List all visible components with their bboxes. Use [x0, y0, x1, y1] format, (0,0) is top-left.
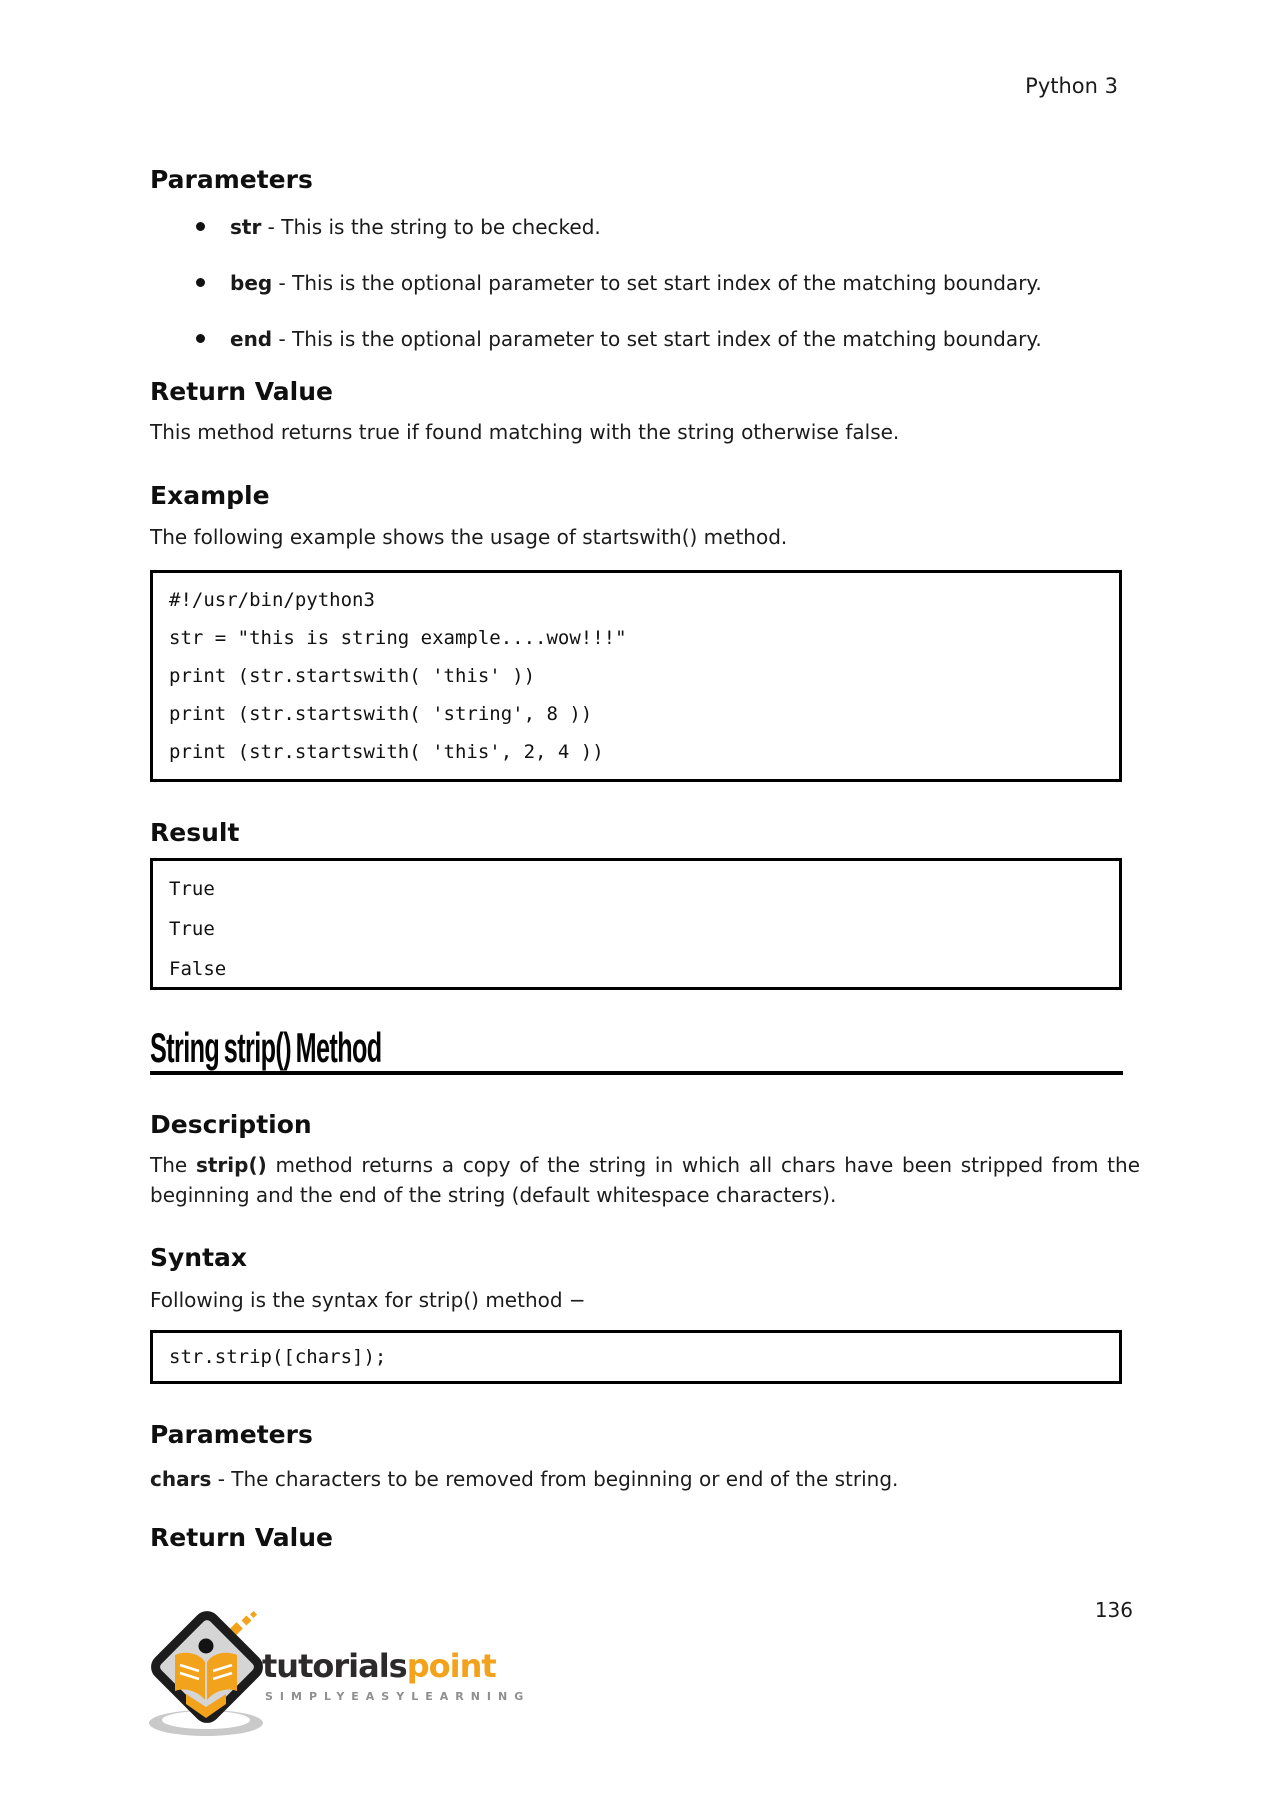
logo-text-tutorials: tutorials: [262, 1647, 407, 1685]
bullet-item-beg: [150, 268, 1160, 298]
description-text: The strip() method returns a copy of the string in which all chars have been stripped from the beginning and the end of the string (default whitespace characters).: [150, 1153, 1141, 1207]
result-output-box: [150, 858, 1122, 990]
chars-parameter-text: chars - The characters to be removed from beginning or end of the string.: [150, 1467, 899, 1491]
code-line: False: [169, 958, 227, 980]
bullet-text: str - This is the string to be checked.: [230, 215, 601, 239]
code-line: print (str.startswith( 'this' )): [169, 665, 536, 687]
parameters-heading: Parameters: [150, 165, 313, 194]
logo-diamond-icon: [142, 1610, 267, 1770]
syntax-heading: Syntax: [150, 1243, 248, 1272]
code-line: #!/usr/bin/python3: [169, 589, 375, 611]
code-line: str = "this is string example....wow!!!": [169, 627, 627, 649]
description-heading: Description: [150, 1110, 312, 1139]
strip-method-title: String strip() Method: [150, 1024, 382, 1071]
bullet-dot-icon: [196, 334, 205, 343]
return-value-heading-strip: Return Value: [150, 1523, 333, 1552]
page-header-title: Python 3: [1025, 74, 1118, 98]
return-value-heading: Return Value: [150, 377, 333, 406]
code-line: str.strip([chars]);: [169, 1346, 387, 1368]
parameters-heading-strip: Parameters: [150, 1420, 313, 1449]
code-line: True: [169, 878, 215, 900]
bullet-text: beg - This is the optional parameter to set start index of the matching boundary.: [230, 271, 1042, 295]
bullet-text: end - This is the optional parameter to set start index of the matching boundary.: [230, 327, 1042, 351]
code-line: True: [169, 918, 215, 940]
tutorialspoint-logo: [142, 1610, 267, 1770]
syntax-intro-text: Following is the syntax for strip() method −: [150, 1288, 586, 1312]
logo-text-point: point: [406, 1647, 496, 1685]
logo-wordmark: [262, 1648, 496, 1684]
example-intro-text: The following example shows the usage of startswith() method.: [150, 525, 788, 549]
code-line: print (str.startswith( 'string', 8 )): [169, 703, 593, 725]
code-line: print (str.startswith( 'this', 2, 4 )): [169, 741, 604, 763]
bullet-item-str: [150, 212, 1160, 242]
example-code-box: [150, 570, 1122, 782]
example-heading: Example: [150, 481, 270, 510]
page-number: 136: [1094, 1598, 1133, 1622]
result-heading: Result: [150, 818, 240, 847]
bullet-dot-icon: [196, 222, 205, 231]
syntax-code-box: [150, 1330, 1122, 1384]
return-value-text: This method returns true if found matching with the string otherwise false.: [150, 420, 900, 444]
logo-tagline: SIMPLYEASYLEARNING: [265, 1690, 531, 1703]
bullet-item-end: [150, 324, 1160, 354]
title-rule: [150, 1071, 1123, 1075]
bullet-dot-icon: [196, 278, 205, 287]
